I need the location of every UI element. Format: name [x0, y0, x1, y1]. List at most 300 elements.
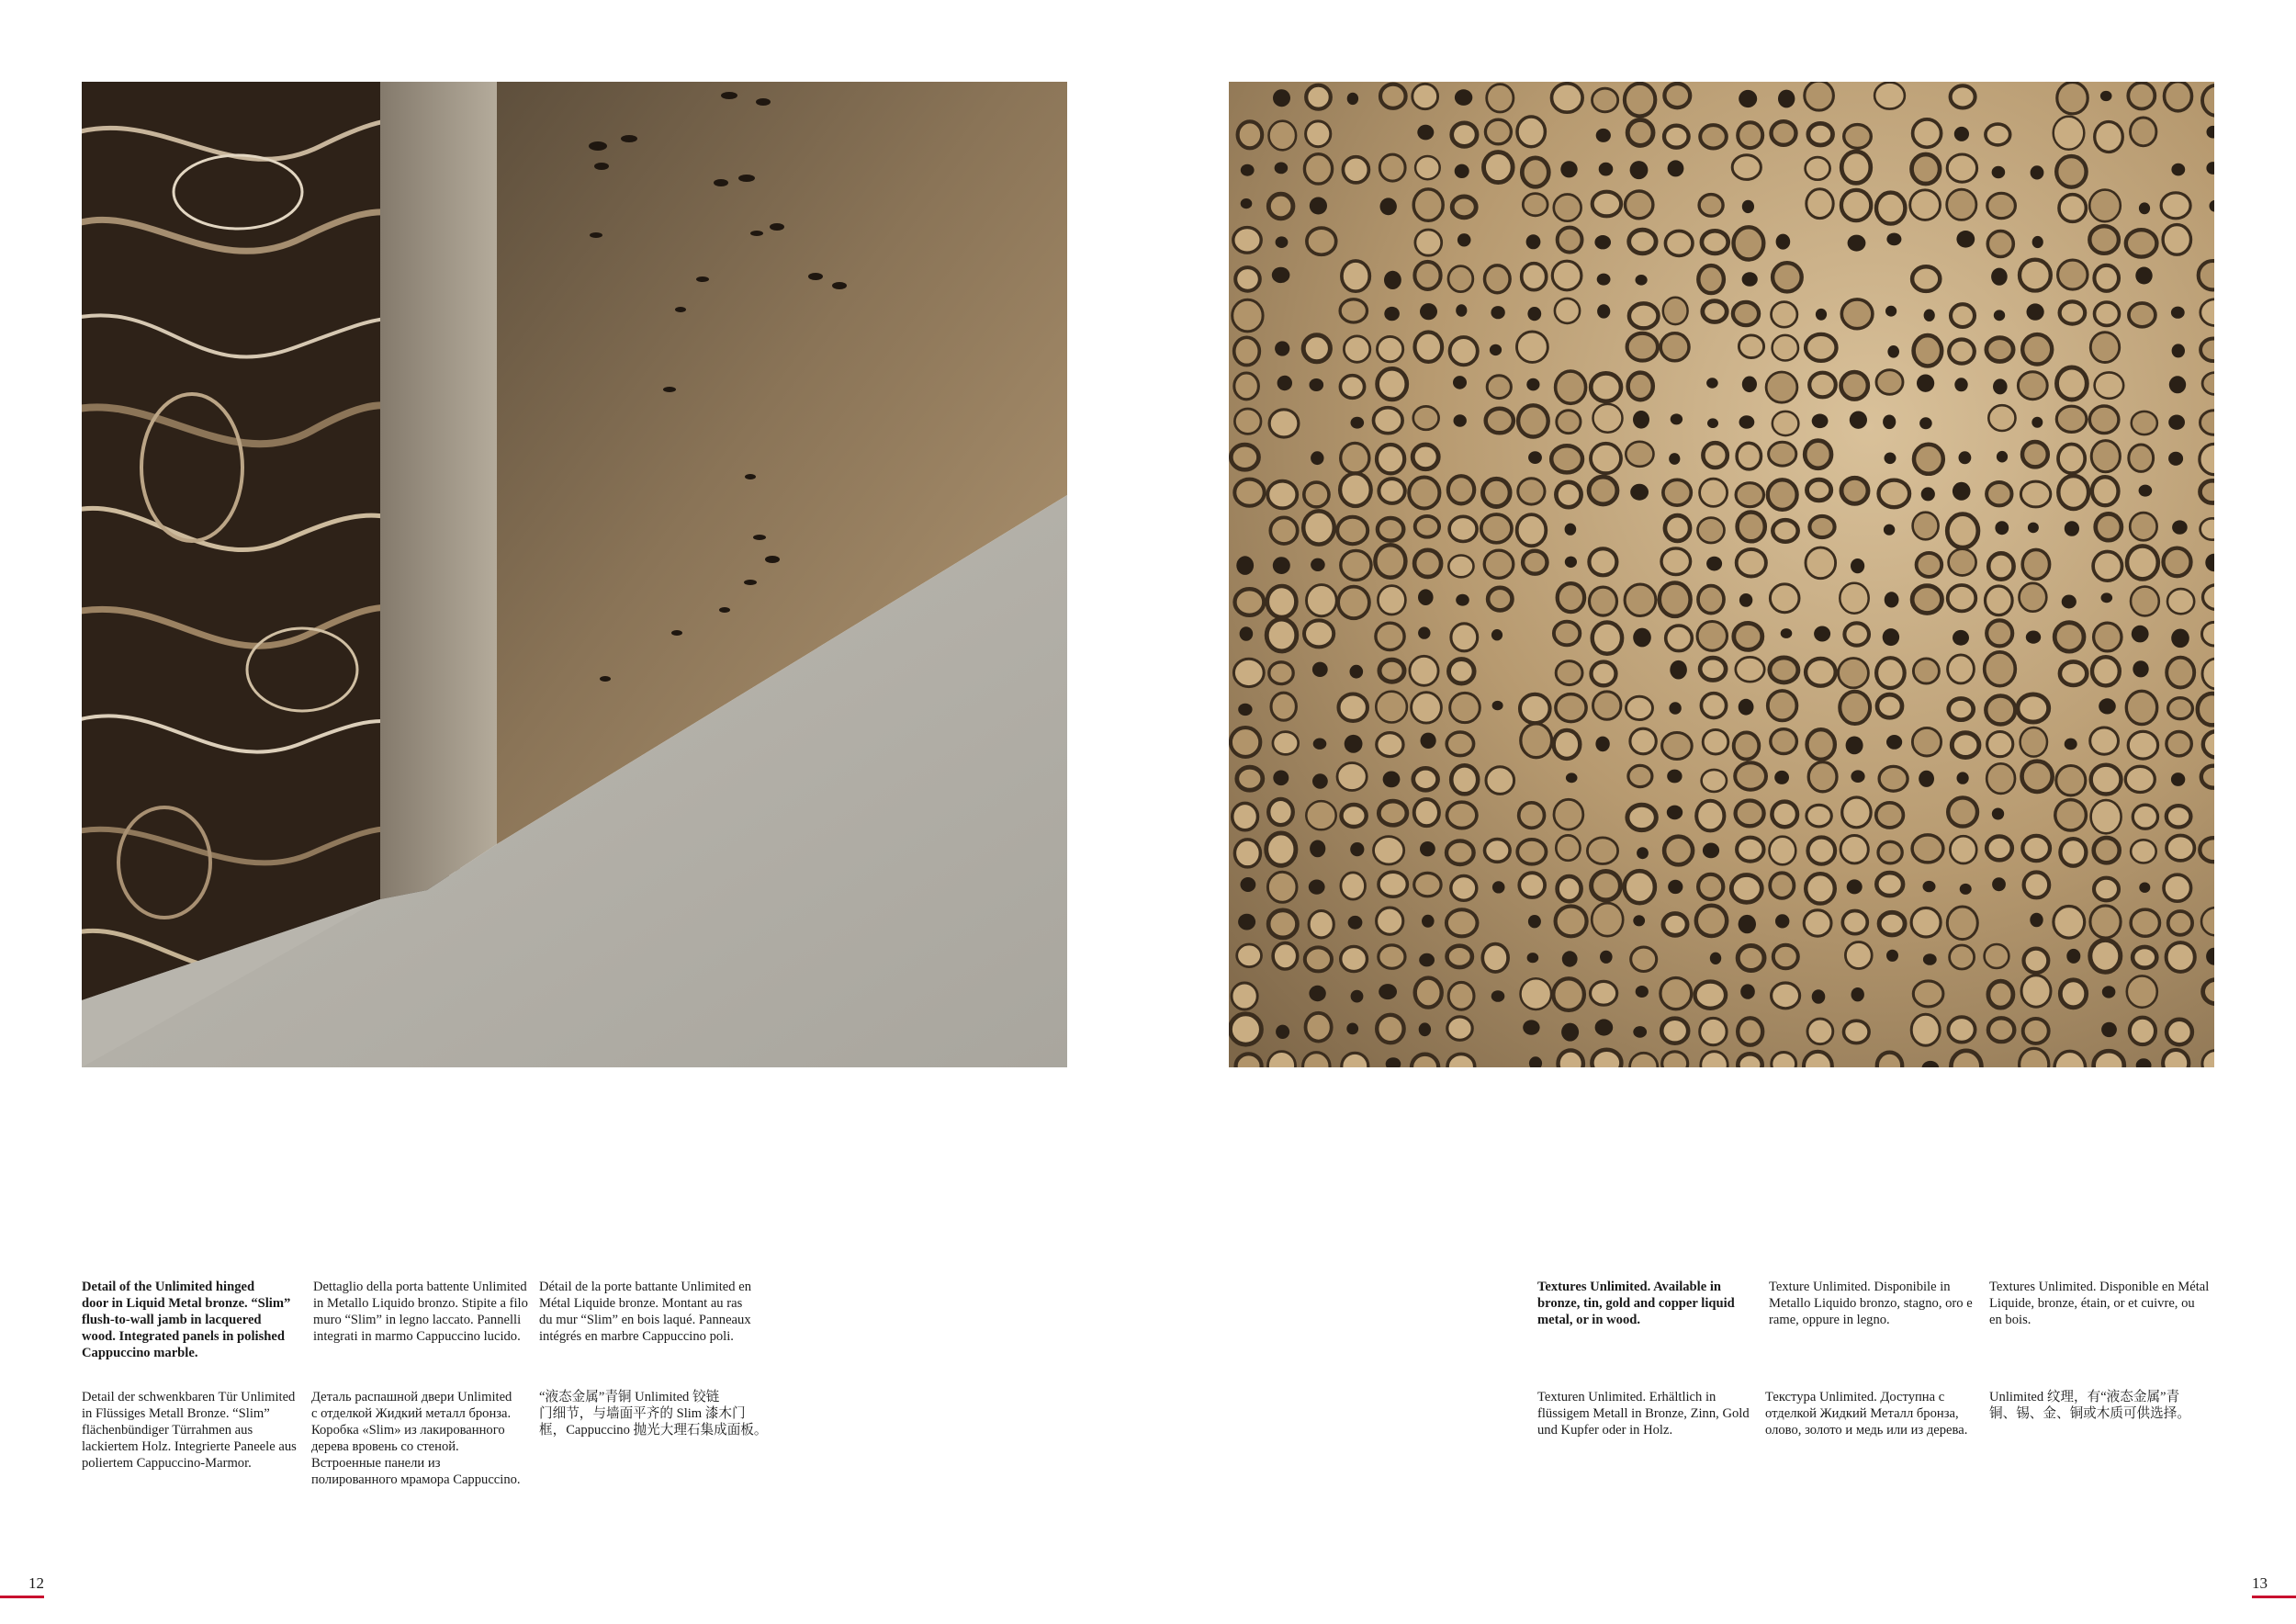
perforation-ring [1451, 765, 1478, 794]
perforation-ring [1625, 871, 1655, 903]
perforation-ring [1736, 483, 1763, 507]
perforation-ring [1234, 840, 1260, 867]
perforation-ring [1986, 482, 2011, 505]
perforation-ring [1341, 873, 1366, 899]
perforation-hole [1491, 306, 1504, 319]
perforation-ring [1412, 1054, 1438, 1067]
perforation-ring [1806, 189, 1833, 219]
perforation-ring [1917, 553, 1942, 577]
perforation-ring [1378, 586, 1405, 615]
perforation-ring [1304, 154, 1332, 184]
perforation-ring [1485, 119, 1511, 144]
perforation-hole [2026, 631, 2041, 644]
perforation-ring [2056, 406, 2087, 432]
perforation-ring [2131, 118, 2156, 146]
perforation-ring [1807, 479, 1831, 501]
perforation-ring [1451, 876, 1477, 901]
perforation-ring [1698, 265, 1724, 293]
perforation-hole [1959, 451, 1972, 464]
perforation-hole [2139, 485, 2153, 497]
perforation-ring [2168, 911, 2192, 935]
perforation-ring [1914, 335, 1942, 366]
perforation-ring [2133, 947, 2156, 968]
perforation-ring [1947, 907, 1977, 940]
perforation-ring [1988, 1018, 2014, 1042]
perforation-ring [1806, 547, 1836, 579]
perforation-ring [2054, 117, 2085, 150]
perforation-hole [1566, 773, 1578, 783]
perforation-ring [2060, 839, 2086, 866]
perforation-ring [1876, 193, 1905, 224]
perforation-ring [1557, 411, 1581, 434]
perforation-hole [1957, 772, 1969, 784]
perforation-ring [1947, 514, 1978, 548]
perforation-ring [1703, 729, 1728, 754]
perforation-ring [1841, 372, 1868, 400]
perforation-ring [1487, 85, 1514, 112]
perforation-ring [1806, 874, 1835, 903]
perforation-ring [2093, 552, 2122, 581]
perforation-ring [1700, 658, 1726, 680]
perforation-hole [1384, 307, 1400, 321]
perforation-hole [1596, 129, 1611, 142]
perforation-hole [1241, 877, 1256, 892]
perforation-ring [1452, 123, 1477, 147]
perforation-ring [1379, 660, 1404, 682]
perforation-ring [1343, 157, 1368, 183]
perforation-ring [1731, 875, 1761, 903]
perforation-ring [1876, 803, 1904, 828]
perforation-hole [1921, 487, 1935, 501]
perforation-ring [1485, 265, 1511, 293]
perforation-ring [1558, 228, 1582, 253]
perforation-hole [1421, 733, 1436, 749]
perforation-ring [2094, 838, 2120, 863]
perforation-ring [1627, 805, 1656, 829]
perforation-hole [1740, 984, 1755, 998]
perforation-hole [1454, 414, 1467, 426]
texture-detail-photo [1229, 82, 2214, 1067]
perforation-ring [1484, 152, 1514, 183]
caption-zh: “液态金属”青铜 Unlimited 铰链 门细节，与墙面平齐的 Slim 漆木门 框，Cappuccino 抛光大理石集成面板。 [539, 1390, 768, 1438]
perforation-ring [1378, 336, 1403, 361]
perforation-ring [1844, 125, 1872, 149]
perforation-ring [1521, 978, 1552, 1009]
perforation-ring [2129, 303, 2155, 327]
perforation-ring [1412, 693, 1442, 723]
perforation-hole [1887, 345, 1899, 358]
perforation-ring [1558, 583, 1584, 612]
perforation-ring [2094, 878, 2119, 901]
perforation-hole [1919, 417, 1932, 429]
perforation-ring [1876, 873, 1903, 896]
perforation-ring [1376, 692, 1407, 723]
perforation-hole [1633, 411, 1649, 429]
perforation-ring [1374, 408, 1403, 434]
perforation-ring [2167, 658, 2194, 688]
perforation-ring [2022, 836, 2050, 861]
caption-en: Detail of the Unlimited hinged door in Liquid Metal bronze. “Slim” flush-to-wall jamb in lacquered wood. Integrated panels in polished Cappuccino marble. [82, 1280, 291, 1360]
perforation-ring [1447, 1017, 1472, 1040]
perforation-ring [1234, 337, 1260, 365]
perforation-ring [1841, 299, 1873, 329]
perforation-ring [2200, 480, 2215, 502]
perforation-ring [2167, 806, 2191, 827]
perforation-hole [1418, 626, 1430, 638]
perforation-hole [1420, 303, 1437, 320]
perforation-hole [1886, 950, 1898, 962]
perforation-ring [1952, 733, 1979, 758]
perforation-ring [1986, 586, 2013, 615]
perforation-ring [2092, 477, 2119, 505]
perforation-ring [2090, 333, 2119, 363]
perforation-ring [1986, 124, 2010, 145]
perforation-ring [2129, 445, 2154, 471]
perforation-ring [1451, 624, 1478, 651]
perforation-ring [1521, 724, 1552, 758]
perforation-hole [1885, 453, 1896, 465]
perforation-ring [1342, 805, 1367, 827]
perforation-ring [1804, 1052, 1832, 1067]
perforation-hole [1562, 951, 1578, 966]
perforation-hole [1565, 557, 1577, 568]
perforation-ring [2167, 732, 2191, 756]
perforation-ring [1486, 767, 1514, 795]
perforation-hole [2027, 303, 2044, 320]
perforation-ring [1840, 836, 1868, 863]
perforation-hole [1960, 884, 1972, 895]
perforation-ring [1804, 910, 1831, 936]
page-number-right: 13 [2252, 1574, 2268, 1592]
perforation-hole [1953, 630, 1969, 646]
perforation-ring [1773, 335, 1798, 361]
perforation-ring [2201, 766, 2214, 788]
perforation-ring [1551, 445, 1582, 472]
perforation-hole [1668, 160, 1684, 176]
perforation-hole [1884, 524, 1895, 536]
perforation-hole [1492, 701, 1503, 710]
perforation-ring [2054, 623, 2084, 651]
perforation-hole [1707, 418, 1718, 428]
perforation-hole [2171, 307, 2185, 319]
perforation-ring [1237, 944, 1262, 967]
perforation-hole [1739, 90, 1757, 107]
perforation-ring [1629, 303, 1659, 328]
perforation-ring [1412, 84, 1438, 108]
perforation-ring [1808, 838, 1836, 864]
perforation-hole [1739, 415, 1755, 429]
perforation-ring [2090, 940, 2121, 972]
perforation-ring [1522, 158, 1548, 186]
perforation-hole [1917, 375, 1934, 392]
perforation-ring [1415, 156, 1440, 179]
perforation-ring [1305, 947, 1332, 971]
perforation-hole [2135, 267, 2152, 285]
perforation-ring [1734, 732, 1760, 759]
perforation-hole [1236, 556, 1254, 575]
perforation-ring [1660, 583, 1691, 616]
perforation-ring [2200, 838, 2214, 862]
perforation-hole [1419, 1022, 1431, 1036]
perforation-ring [1556, 694, 1586, 722]
perforation-ring [1377, 733, 1403, 757]
perforation-ring [2024, 949, 2049, 973]
perforation-hole [1597, 304, 1610, 318]
perforation-hole [1241, 164, 1255, 176]
perforation-ring [1738, 1054, 1761, 1067]
perforation-ring [2131, 587, 2159, 616]
perforation-ring [2125, 766, 2155, 792]
perforation-ring [1664, 126, 1689, 148]
perforation-ring [1268, 799, 1293, 825]
perforation-hole [1924, 310, 1935, 321]
perforation-hole [1420, 841, 1435, 856]
perforation-ring [1413, 768, 1438, 790]
perforation-hole [1241, 198, 1253, 209]
perforation-ring [2091, 800, 2122, 833]
perforation-ring [1738, 122, 1762, 148]
perforation-ring [1268, 1052, 1296, 1067]
perforation-ring [1625, 584, 1656, 615]
perforation-ring [1912, 154, 1941, 184]
perforation-ring [1306, 801, 1335, 829]
perforation-ring [1844, 1021, 1870, 1043]
perforation-hole [1273, 89, 1290, 107]
perforation-ring [1770, 837, 1796, 865]
perforation-ring [1663, 914, 1687, 936]
perforation-ring [1986, 763, 2015, 794]
perforation-ring [1342, 1053, 1368, 1067]
perforation-ring [1988, 553, 2013, 579]
caption-ru: Деталь распашной двери Unlimited с отделкой Жидкий металл бронза. Коробка «Slim» из лакированного дерева вровень со стеной. Встроенные панели из полированного мрамора Cappuccino. [311, 1390, 521, 1487]
perforation-hole [1595, 1019, 1614, 1035]
perforation-ring [1412, 445, 1438, 469]
perforation-ring [2126, 691, 2156, 724]
perforation-ring [1738, 513, 1765, 542]
perforation-hole [1276, 236, 1289, 248]
perforation-ring [1772, 121, 1796, 145]
perforation-ring [1948, 585, 1976, 611]
perforation-ring [1592, 1050, 1621, 1067]
door-detail-photo [82, 82, 1067, 1067]
perforation-ring [1592, 872, 1621, 900]
perforation-ring [2164, 548, 2191, 577]
perforation-hole [1850, 412, 1867, 429]
perforation-ring [1912, 727, 1941, 756]
perforation-ring [2091, 441, 2120, 472]
perforation-hole [2132, 626, 2149, 643]
perforation-ring [1805, 441, 1831, 468]
perforation-hole [1312, 662, 1328, 677]
perforation-ring [1950, 945, 1975, 969]
perforation-ring [1947, 154, 1976, 182]
perforation-ring [1448, 556, 1473, 578]
perforation-hole [1527, 953, 1539, 963]
perforation-ring [1876, 658, 1905, 688]
perforation-ring [1554, 195, 1581, 221]
perforation-hole [2031, 165, 2044, 179]
perforation-ring [2127, 976, 2157, 1007]
perforation-ring [1238, 121, 1263, 148]
perforation-ring [1807, 729, 1835, 760]
perforation-ring [1696, 801, 1724, 831]
perforation-ring [1339, 694, 1367, 721]
perforation-ring [2089, 406, 2119, 434]
perforation-ring [1448, 476, 1474, 503]
perforation-ring [2095, 122, 2123, 152]
perforation-ring [1735, 762, 1766, 789]
caption-fr: Textures Unlimited. Disponible en Métal Liquide, bronze, étain, or et cuivre, ou en bois. [1989, 1280, 2210, 1327]
perforation-ring [1410, 656, 1438, 685]
perforation-hole [2030, 913, 2043, 927]
perforation-ring [1517, 840, 1546, 864]
perforation-ring [1736, 657, 1764, 682]
perforation-ring [2020, 481, 2050, 507]
perforation-ring [1235, 589, 1265, 615]
perforation-ring [1488, 588, 1512, 611]
perforation-ring [1626, 696, 1653, 719]
perforation-hole [1310, 378, 1324, 391]
perforation-ring [2167, 836, 2194, 861]
perforation-ring [2058, 445, 2085, 474]
perforation-hole [1309, 880, 1325, 895]
perforation-ring [2091, 765, 2122, 795]
perforation-ring [1482, 944, 1508, 972]
perforation-ring [1234, 409, 1261, 434]
perforation-hole [1351, 990, 1364, 1003]
perforation-ring [1809, 373, 1836, 398]
perforation-ring [1948, 797, 1977, 826]
perforation-ring [1663, 479, 1691, 505]
perforation-ring [1700, 479, 1728, 506]
perforation-hole [1491, 629, 1503, 640]
perforation-hole [1348, 916, 1363, 930]
perforation-ring [2055, 800, 2087, 830]
perforation-hole [1528, 451, 1542, 464]
perforation-ring [1772, 1053, 1796, 1068]
perforation-hole [1276, 1025, 1289, 1039]
perforation-ring [1450, 693, 1480, 722]
perforation-hole [1561, 1023, 1579, 1042]
perforation-ring [1987, 193, 2016, 218]
perforation-ring [2161, 193, 2190, 219]
perforation-ring [1377, 445, 1404, 473]
perforation-ring [1447, 1054, 1475, 1067]
perforation-ring [1951, 85, 1975, 107]
perforation-ring [1517, 514, 1547, 546]
perforation-ring [1303, 1053, 1330, 1067]
perforation-ring [1879, 766, 1908, 791]
perforation-hole [1636, 986, 1649, 998]
perforation-ring [1734, 227, 1764, 259]
perforation-hole [1272, 267, 1290, 283]
perforation-ring [1878, 841, 1902, 863]
perforation-ring [1950, 836, 1976, 863]
perforation-ring [1736, 801, 1764, 827]
perforation-ring [1484, 550, 1514, 578]
perforation-ring [1415, 516, 1439, 537]
perforation-hole [1523, 1020, 1539, 1034]
perforation-ring [2167, 942, 2195, 972]
perforation-hole [1273, 557, 1290, 574]
perforation-ring [1809, 516, 1834, 537]
perforation-ring [1660, 978, 1692, 1009]
perforation-hole [2101, 592, 2113, 603]
perforation-ring [1487, 376, 1511, 399]
perforation-ring [1665, 515, 1690, 541]
perforation-ring [2022, 334, 2052, 364]
perforation-ring [1771, 729, 1797, 754]
caption-zh: Unlimited 纹理，有“液态金属”青 铜、锡、金、铜或木质可供选择。 [1989, 1390, 2190, 1421]
perforation-hole [1703, 843, 1719, 859]
perforation-ring [1700, 125, 1727, 148]
perforation-ring [1593, 623, 1622, 654]
perforation-ring [2096, 513, 2122, 540]
perforation-hole [1991, 268, 2008, 286]
perforation-hole [1956, 231, 1975, 248]
perforation-ring [1661, 1019, 1688, 1043]
perforation-ring [1737, 443, 1761, 469]
perforation-ring [1485, 840, 1511, 863]
perforation-hole [1273, 771, 1289, 786]
perforation-ring [1666, 626, 1693, 651]
perforation-ring [1808, 123, 1833, 145]
perforation-hole [1633, 915, 1645, 926]
perforation-ring [1985, 652, 2016, 686]
perforation-hole [1351, 417, 1365, 429]
perforation-ring [2020, 260, 2051, 291]
perforation-ring [1231, 727, 1260, 757]
perforation-ring [1949, 340, 1975, 364]
perforation-ring [1380, 85, 1406, 108]
perforation-ring [1985, 944, 2009, 968]
perforation-ring [1342, 261, 1369, 291]
perforation-ring [1806, 659, 1836, 686]
perforation-ring [1773, 520, 1797, 542]
perforation-ring [2200, 518, 2214, 539]
perforation-ring [1518, 479, 1545, 504]
perforation-ring [2020, 727, 2047, 757]
perforation-ring [2198, 694, 2214, 725]
perforation-ring [1841, 152, 1871, 183]
perforation-hole [1527, 307, 1541, 321]
perforation-ring [1306, 121, 1331, 147]
perforation-ring [1951, 1051, 1981, 1067]
perforation-ring [2132, 412, 2157, 434]
perforation-ring [1913, 981, 1943, 1007]
perforation-hole [1670, 660, 1687, 680]
perforation-ring [1587, 838, 1617, 864]
perforation-ring [1414, 873, 1441, 896]
perforation-ring [1738, 1018, 1762, 1044]
perforation-ring [1447, 802, 1477, 828]
perforation-ring [2165, 82, 2192, 111]
perforation-ring [1732, 155, 1761, 180]
perforation-hole [2168, 415, 2185, 430]
perforation-ring [1631, 947, 1657, 971]
perforation-ring [1556, 482, 1581, 507]
perforation-hole [1886, 735, 1902, 750]
perforation-ring [1697, 622, 1727, 651]
perforation-hole [1992, 808, 2004, 820]
perforation-ring [1232, 803, 1258, 829]
perforation-ring [1306, 1013, 1332, 1042]
perforation-ring [1590, 587, 1617, 615]
perforation-ring [1523, 551, 1547, 574]
perforation-ring [1628, 373, 1653, 400]
perforation-ring [1660, 333, 1689, 361]
perforation-hole [1380, 197, 1397, 215]
